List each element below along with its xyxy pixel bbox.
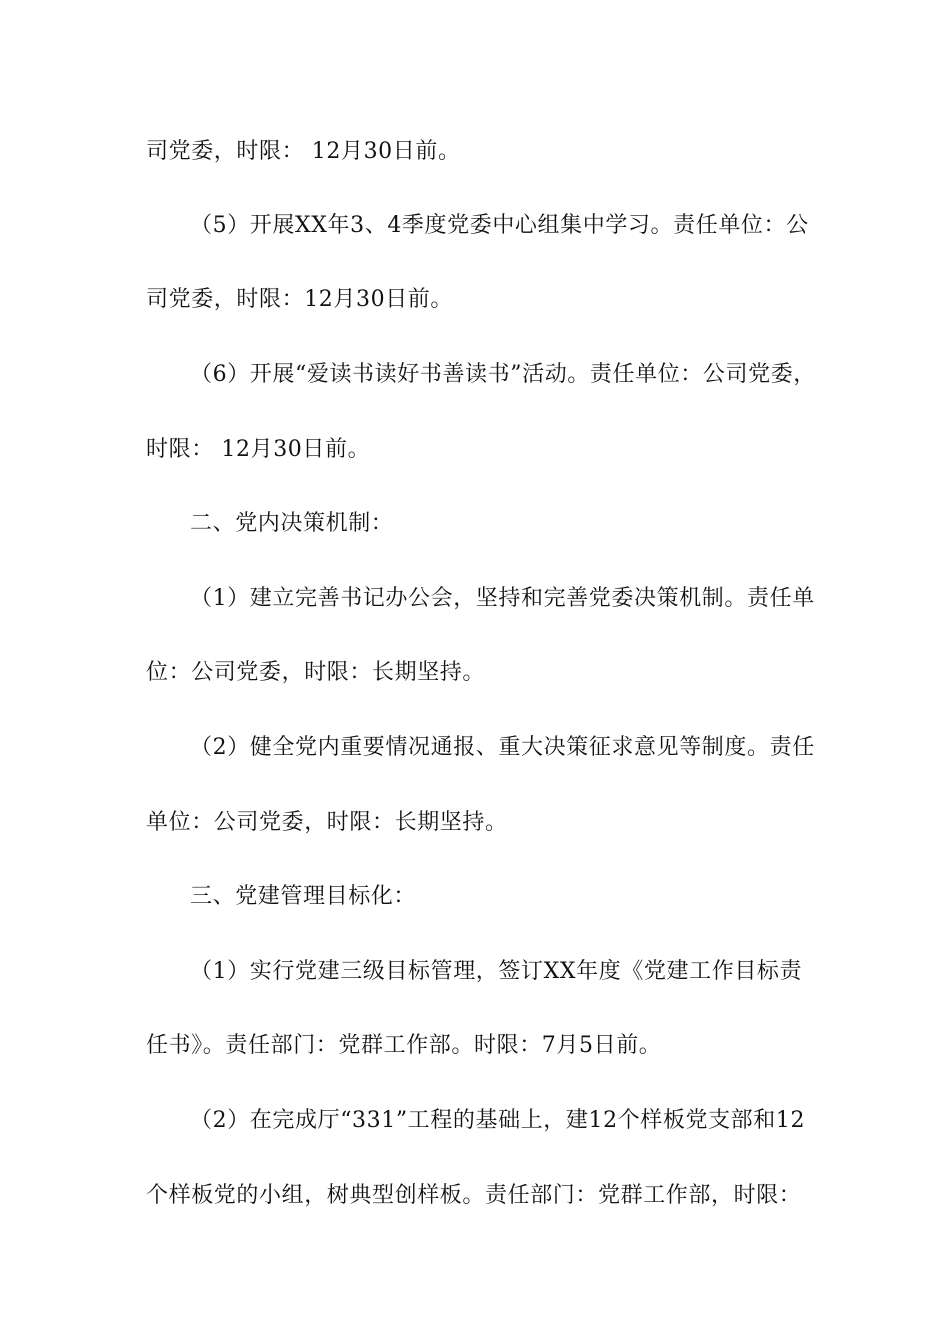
text-line: 位：公司党委，时限：长期坚持。 <box>146 660 486 685</box>
text-line: （5）开展XX年3、4季度党委中心组集中学习。责任单位：公 <box>190 213 809 238</box>
text-line: （2）健全党内重要情况通报、重大决策征求意见等制度。责任 <box>190 735 815 760</box>
text-line: （1）建立完善书记办公会，坚持和完善党委决策机制。责任单 <box>190 586 815 611</box>
text-line: 单位：公司党委，时限：长期坚持。 <box>146 810 508 835</box>
text-line: 司党委，时限： 12月30日前。 <box>146 139 461 164</box>
text-line: （2）在完成厅“331”工程的基础上，建12个样板党支部和12 <box>190 1108 806 1133</box>
text-line: （1）实行党建三级目标管理，签订XX年度《党建工作目标责 <box>190 959 803 984</box>
text-line: 个样板党的小组，树典型创样板。责任部门：党群工作部，时限： <box>146 1183 802 1208</box>
section-heading: 二、党内决策机制： <box>190 511 394 536</box>
text-line: 时限： 12月30日前。 <box>146 437 371 462</box>
section-heading: 三、党建管理目标化： <box>190 884 417 909</box>
text-line: 任书》。责任部门：党群工作部。时限：7月5日前。 <box>146 1033 662 1058</box>
text-line: （6）开展“爱读书读好书善读书”活动。责任单位：公司党委， <box>190 362 816 387</box>
text-line: 司党委，时限：12月30日前。 <box>146 287 453 312</box>
